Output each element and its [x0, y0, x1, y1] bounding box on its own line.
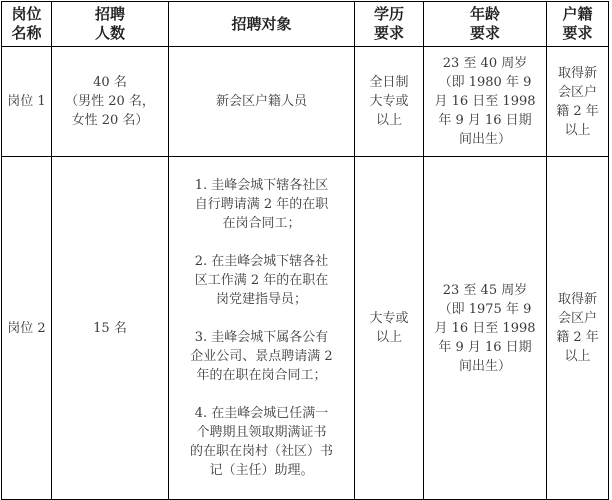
cell-education: 大专或 以上	[355, 157, 424, 500]
header-age: 年龄 要求	[424, 2, 547, 47]
requirement-item: 2. 在圭峰会城下辖各社 区工作满 2 年的在职在 岗党建指导员；	[194, 254, 329, 307]
cell-target: 新会区户籍人员	[169, 47, 355, 157]
requirement-item: 4. 在圭峰会城已任满一 个聘期且领取期满证书 的在职在岗村（社区）书 记（主任）助理。	[189, 406, 333, 478]
header-position-name: 岗位 名称	[2, 2, 52, 47]
cell-count: 15 名	[52, 157, 169, 500]
cell-position: 岗位 2	[2, 157, 52, 500]
header-recruit-count: 招聘 人数	[52, 2, 169, 47]
requirement-item: 3. 圭峰会城下属各公有 企业公司、景点聘请满 2 年的在职在岗合同工；	[190, 330, 333, 383]
table-row	[2, 47, 609, 157]
table-row	[2, 157, 609, 500]
cell-age: 23 至 45 周岁 （即 1975 年 9 月 16 日至 1998 年 9 月 16 日期 间出生）	[424, 157, 547, 500]
cell-hukou: 取得新 会区户 籍 2 年 以上	[547, 47, 609, 157]
cell-hukou: 取得新 会区户 籍 2 年 以上	[547, 157, 609, 500]
header-recruit-target: 招聘对象	[169, 2, 355, 47]
requirement-item: 1. 圭峰会城下辖各社区 自行聘请满 2 年的在职 在岗合同工；	[194, 178, 329, 231]
header-row	[2, 2, 609, 47]
cell-count: 40 名 （男性 20 名， 女性 20 名）	[52, 47, 169, 157]
cell-target-requirements	[169, 157, 355, 500]
cell-position: 岗位 1	[2, 47, 52, 157]
header-education: 学历 要求	[355, 2, 424, 47]
cell-age: 23 至 40 周岁 （即 1980 年 9 月 16 日至 1998 年 9 月 16 日期 间出生）	[424, 47, 547, 157]
recruitment-table	[1, 1, 609, 500]
header-hukou: 户籍 要求	[547, 2, 609, 47]
cell-education: 全日制 大专或 以上	[355, 47, 424, 157]
